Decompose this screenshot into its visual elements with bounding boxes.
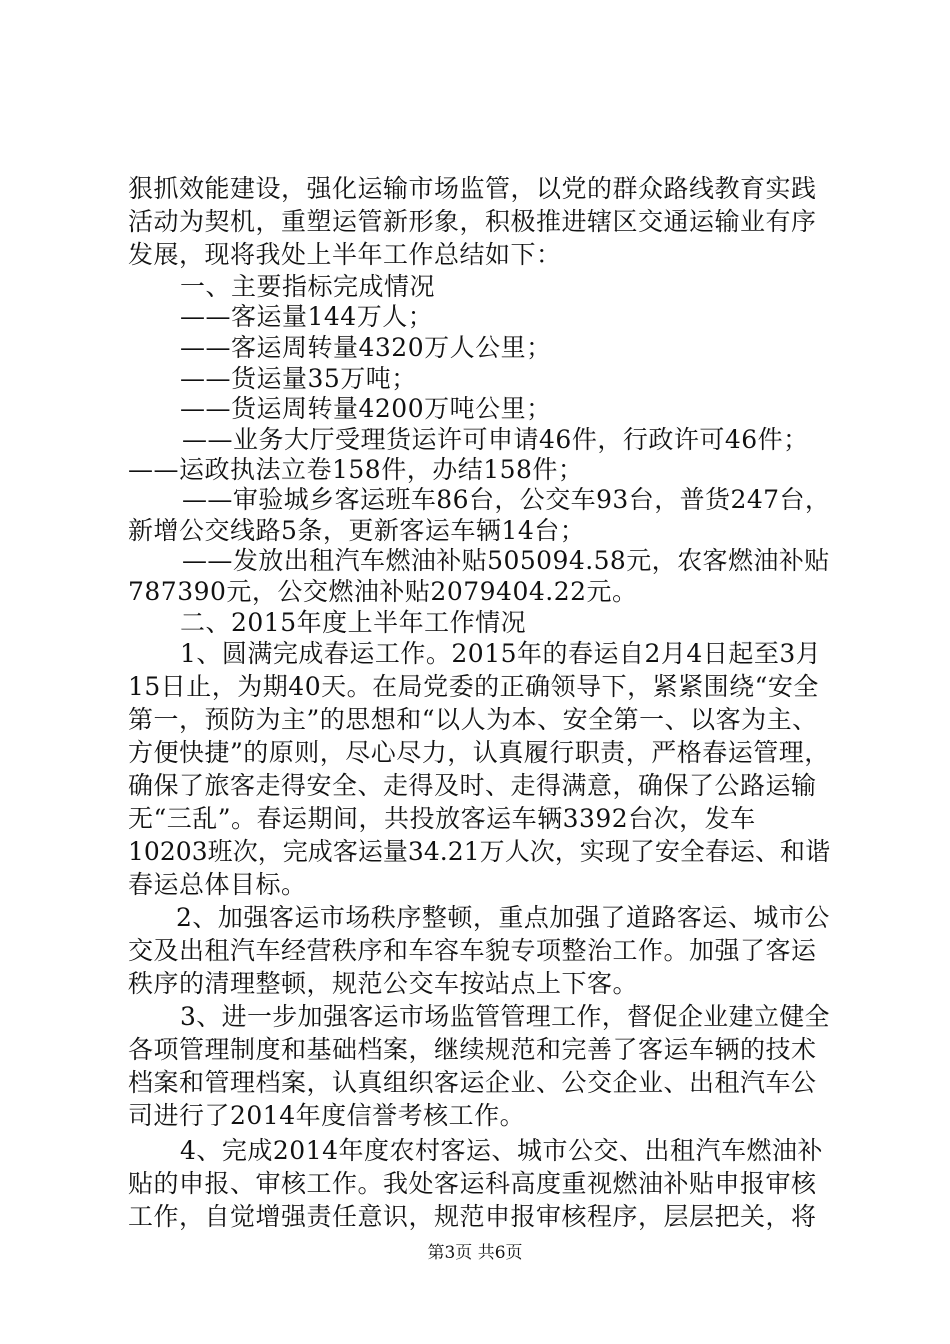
page-number-footer: 第3页 共6页: [427, 1243, 523, 1263]
text-line: 787390元，公交燃油补贴2079404.22元。: [128, 577, 638, 606]
paragraph-start: 2、加强客运市场秩序整顿，重点加强了道路客运、城市公: [176, 903, 830, 932]
indicator-item: ——运政执法立卷158件，办结158件；: [128, 455, 584, 484]
text-line: 贴的申报、审核工作。我处客运科高度重视燃油补贴申报审核: [128, 1169, 817, 1198]
section-heading: 一、主要指标完成情况: [180, 272, 436, 301]
text-line: 春运总体目标。: [128, 870, 307, 899]
paragraph-start: 1、圆满完成春运工作。2015年的春运自2月4日起至3月: [180, 639, 822, 668]
text-line: 发展，现将我处上半年工作总结如下：: [128, 240, 562, 269]
text-line: 各项管理制度和基础档案，继续规范和完善了客运车辆的技术: [128, 1035, 817, 1064]
text-line: 无“三乱”。春运期间，共投放客运车辆3392台次，发车: [128, 804, 756, 833]
text-line: 确保了旅客走得安全、走得及时、走得满意，确保了公路运输: [128, 771, 817, 800]
indicator-item: ——货运周转量4200万吨公里；: [180, 394, 552, 423]
indicator-item: ——业务大厅受理货运许可申请46件，行政许可46件；: [182, 425, 809, 454]
indicator-item: ——客运量144万人；: [180, 302, 434, 331]
text-line: 秩序的清理整顿，规范公交车按站点上下客。: [128, 969, 639, 998]
text-line: 狠抓效能建设，强化运输市场监管，以党的群众路线教育实践: [128, 174, 817, 203]
paragraph-start: 3、进一步加强客运市场监管管理工作，督促企业建立健全: [180, 1002, 830, 1031]
text-line: 10203班次，完成客运量34.21万人次，实现了安全春运、和谐: [128, 837, 831, 866]
indicator-item: ——货运量35万吨；: [180, 364, 417, 393]
text-line: 交及出租汽车经营秩序和车容车貌专项整治工作。加强了客运: [128, 936, 817, 965]
text-line: 工作，自觉增强责任意识，规范申报审核程序，层层把关，将: [128, 1202, 817, 1231]
text-line: 新增公交线路5条，更新客运车辆14台；: [128, 516, 586, 545]
text-line: 司进行了2014年度信誉考核工作。: [128, 1101, 526, 1130]
indicator-item: ——审验城乡客运班车86台，公交车93台，普货247台，: [182, 485, 831, 514]
text-line: 活动为契机，重塑运管新形象，积极推进辖区交通运输业有序: [128, 207, 817, 236]
section-heading: 二、2015年度上半年工作情况: [180, 608, 527, 637]
paragraph-start: 4、完成2014年度农村客运、城市公交、出租汽车燃油补: [180, 1136, 824, 1165]
indicator-item: ——发放出租汽车燃油补贴505094.58元，农客燃油补贴: [182, 546, 830, 575]
text-line: 15日止，为期40天。在局党委的正确领导下，紧紧围绕“安全: [128, 672, 819, 701]
text-line: 第一，预防为主”的思想和“以人为本、安全第一、以客为主、: [128, 705, 818, 734]
text-line: 方便快捷”的原则，尽心尽力，认真履行职责，严格春运管理，: [128, 738, 830, 767]
text-line: 档案和管理档案，认真组织客运企业、公交企业、出租汽车公: [128, 1068, 817, 1097]
indicator-item: ——客运周转量4320万人公里；: [180, 333, 552, 362]
